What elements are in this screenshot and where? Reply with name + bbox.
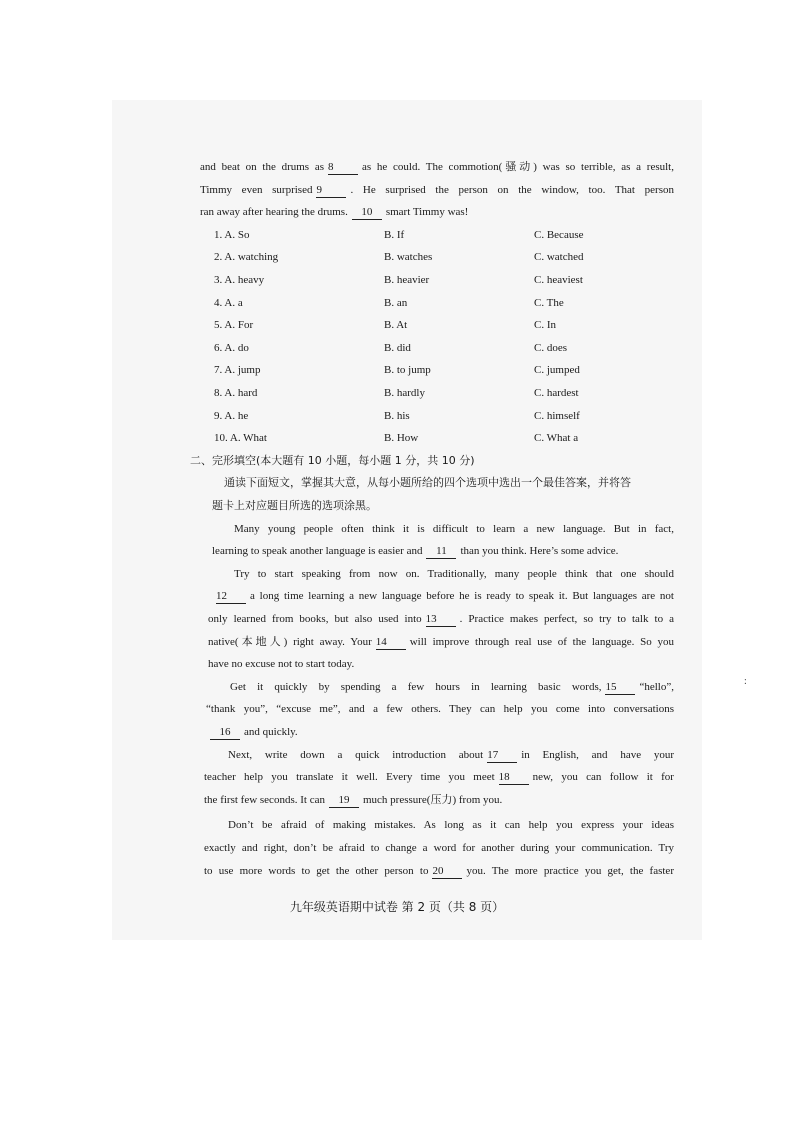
paragraph-line: teacher help you translate it well. Every time you meet 18 new, you can follow it for [204, 771, 674, 784]
page-footer: 九年级英语期中试卷 第 2 页（共 8 页） [289, 900, 505, 914]
paragraph-line: 16 and quickly. [206, 721, 674, 744]
paragraph-line: Get it quickly by spending a few hours in learning basic words, 15 “hello”, [230, 680, 674, 693]
option-row: 2. A. watching B. watches C. watched [214, 251, 584, 264]
passage-line: Timmy even surprised 9 . He surprised the person on the window, too. That person [200, 183, 674, 196]
paragraph-line: Many young people often think it is difficult to learn a new language. But in fact, [234, 522, 674, 535]
paragraph-line: to use more words to get the other person to 20 you. The more practice you get, the faster [204, 864, 674, 877]
option-row: 3. A. heavy B. heavier C. heaviest [214, 274, 583, 286]
paragraph-line: have no excuse not to start today. [208, 658, 355, 671]
blank-10: 10 [352, 206, 382, 220]
blank-18: 18 [499, 771, 529, 785]
option-row: 1. A. So B. If C. Because [214, 228, 584, 241]
option-row: 8. A. hard B. hardly C. hardest [214, 387, 579, 399]
blank-19: 19 [329, 794, 359, 808]
paragraph-line: only learned from books, but also used into 13 . Practice makes perfect, so try to talk to a [208, 613, 674, 625]
paragraph-line: exactly and right, don’t be afraid to change a word for another during your communication. Try [204, 842, 674, 854]
blank-13: 13 [426, 613, 456, 627]
paragraph-line: Next, write down a quick introduction about 17 in English, and have your [228, 748, 674, 761]
blank-9: 9 [316, 184, 346, 198]
passage-line: ran away after hearing the drums. 10 smart Timmy was! [200, 206, 469, 219]
paragraph-line: 12 a long time learning a new language before he is ready to speak it. But languages are not [216, 590, 674, 603]
paragraph-line: Don’t be afraid of making mistakes. As long as it can help you express your ideas [228, 819, 674, 832]
paragraph-line: “thank you”, “excuse me”, and a few others. They can help you come into conversations [206, 703, 674, 716]
blank-16: 16 [210, 726, 240, 740]
instruction-line: 通读下面短文，掌握其大意，从每小题所给的四个选项中选出一个最佳答案，并将答 [224, 476, 631, 490]
option-row: 6. A. do B. did C. does [214, 341, 567, 354]
section-title: 二、完形填空(本大题有 10 小题，每小题 1 分，共 10 分) [190, 453, 475, 467]
option-row: 9. A. he B. his C. himself [214, 409, 580, 422]
blank-14: 14 [376, 636, 406, 650]
blank-15: 15 [605, 681, 635, 695]
instruction-line: 题卡上对应题目所选的选项涂黑。 [212, 499, 377, 512]
blank-11: 11 [426, 545, 456, 559]
option-row: 7. A. jump B. to jump C. jumped [214, 364, 580, 377]
paragraph-line: the first few seconds. It can 19 much pressure(压力) from you. [204, 793, 503, 806]
blank-8: 8 [328, 161, 358, 175]
paragraph-line: learning to speak another language is easier and 11 than you think. Here’s some advice. [212, 545, 619, 558]
option-row: 10. A. What B. How C. What a [214, 432, 579, 445]
paragraph-line: Try to start speaking from now on. Traditionally, many people think that one should [234, 567, 674, 580]
blank-12: 12 [216, 590, 246, 604]
option-row: 4. A. a B. an C. The [214, 296, 564, 309]
option-row: 5. A. For B. At C. In [214, 319, 556, 332]
paragraph-line: native(本地人) right away. Your 14 will improve through real use of the language. So you [208, 635, 674, 648]
passage-line: and beat on the drums as 8 as he could. The commotion(骚动) was so terrible, as a result, [200, 161, 674, 173]
margin-mark: : [744, 676, 747, 687]
blank-20: 20 [432, 865, 462, 879]
blank-17: 17 [487, 749, 517, 763]
